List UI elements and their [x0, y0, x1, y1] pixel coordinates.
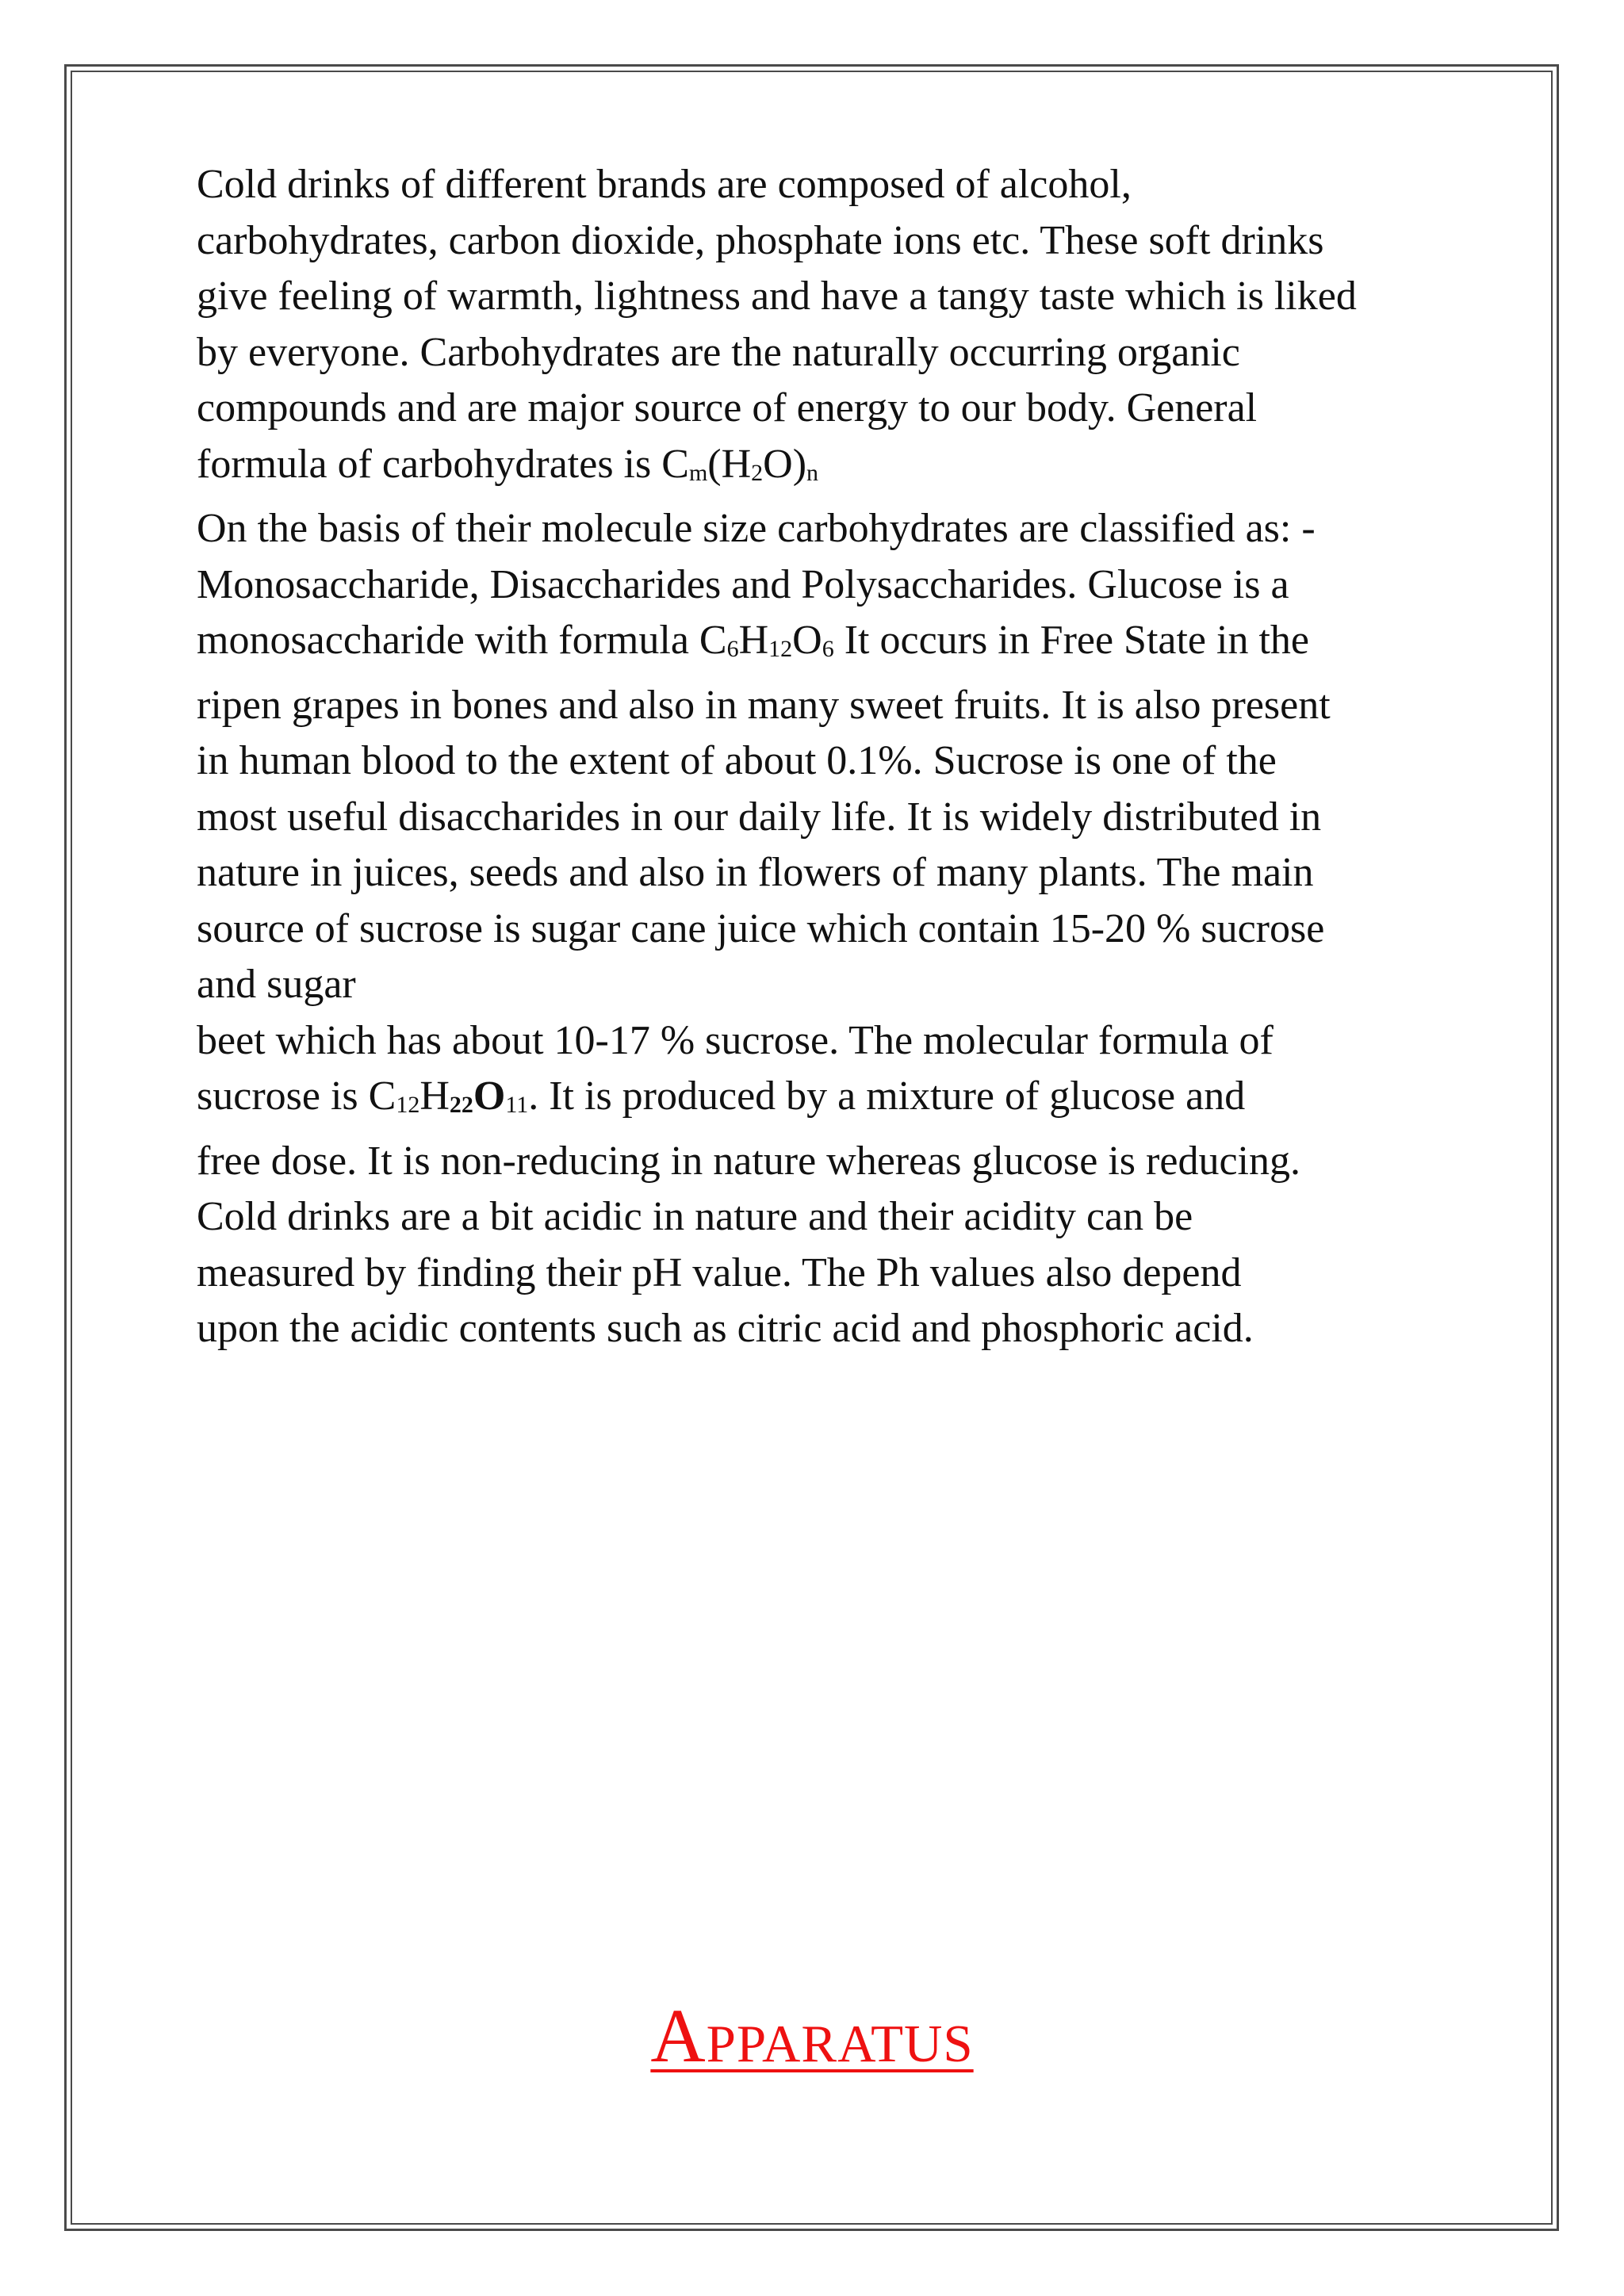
text-line: carbohydrates, carbon dioxide, phosphate ions etc. These soft drinks: [197, 217, 1324, 263]
text-line: measured by finding their pH value. The Ph values also depend: [197, 1249, 1242, 1295]
formula-symbol: O: [792, 618, 822, 663]
formula-symbol: O: [473, 1073, 506, 1119]
text-fragment: sucrose is: [197, 1073, 369, 1119]
text-line: ripen grapes in bones and also in many sweet fruits. It is also present: [197, 682, 1331, 728]
formula-subscript: 12: [396, 1092, 420, 1118]
text-line: source of sucrose is sugar cane juice which contain 15-20 % sucrose: [197, 905, 1325, 951]
text-line: most useful disaccharides in our daily life. It is widely distributed in: [197, 794, 1322, 840]
text-line: by everyone. Carbohydrates are the naturally occurring organic: [197, 329, 1240, 375]
formula-line: [197, 613, 1450, 678]
text-line: On the basis of their molecule size carbohydrates are classified as: -: [197, 506, 1316, 551]
text-fragment: formula of carbohydrates is: [197, 441, 662, 487]
formula-symbol: O): [763, 441, 807, 487]
formula-subscript: 2: [751, 459, 764, 486]
formula-line: [197, 1069, 1450, 1134]
text-line: and sugar: [197, 962, 356, 1007]
section-heading-apparatus: Apparatus: [650, 1993, 974, 2078]
formula-subscript: 6: [822, 636, 834, 662]
text-line: upon the acidic contents such as citric acid and phosphoric acid.: [197, 1306, 1254, 1351]
text-fragment: It occurs in Free State in the: [833, 618, 1309, 663]
text-line: give feeling of warmth, lightness and have a tangy taste which is liked: [197, 274, 1357, 319]
text-line: Cold drinks are a bit acidic in nature and their acidity can be: [197, 1194, 1193, 1239]
text-fragment: . It is produced by a mixture of glucose and: [528, 1073, 1246, 1119]
text-line: nature in juices, seeds and also in flowers of many plants. The main: [197, 850, 1314, 895]
formula-symbol: H: [419, 1073, 450, 1119]
formula-subscript: m: [688, 459, 708, 486]
formula-line: [197, 437, 1450, 502]
text-line: Monosaccharide, Disaccharides and Polysaccharides. Glucose is a: [197, 561, 1289, 607]
body-text: [197, 157, 1450, 1357]
text-line: compounds and are major source of energy to our body. General: [197, 385, 1258, 430]
formula-symbol: (H: [707, 441, 752, 487]
formula-subscript: 11: [505, 1092, 529, 1118]
text-line: beet which has about 10-17 % sucrose. The molecular formula of: [197, 1017, 1274, 1063]
formula-sucrose: [369, 1073, 529, 1119]
formula-subscript: 12: [768, 636, 793, 662]
formula-carbohydrates: [661, 442, 818, 487]
formula-symbol: H: [738, 618, 769, 663]
formula-subscript: 6: [726, 636, 739, 662]
text-line: Cold drinks of different brands are composed of alcohol,: [197, 162, 1132, 207]
formula-symbol: C: [368, 1073, 396, 1119]
formula-symbol: C: [661, 441, 689, 487]
text-line: free dose. It is non-reducing in nature whereas glucose is reducing.: [197, 1138, 1300, 1184]
text-fragment: monosaccharide with formula: [197, 618, 699, 663]
formula-subscript: n: [806, 459, 819, 486]
text-line: in human blood to the extent of about 0.1%. Sucrose is one of the: [197, 738, 1277, 783]
formula-glucose: [699, 618, 834, 663]
formula-symbol: C: [699, 618, 727, 663]
formula-subscript: 22: [449, 1092, 473, 1118]
